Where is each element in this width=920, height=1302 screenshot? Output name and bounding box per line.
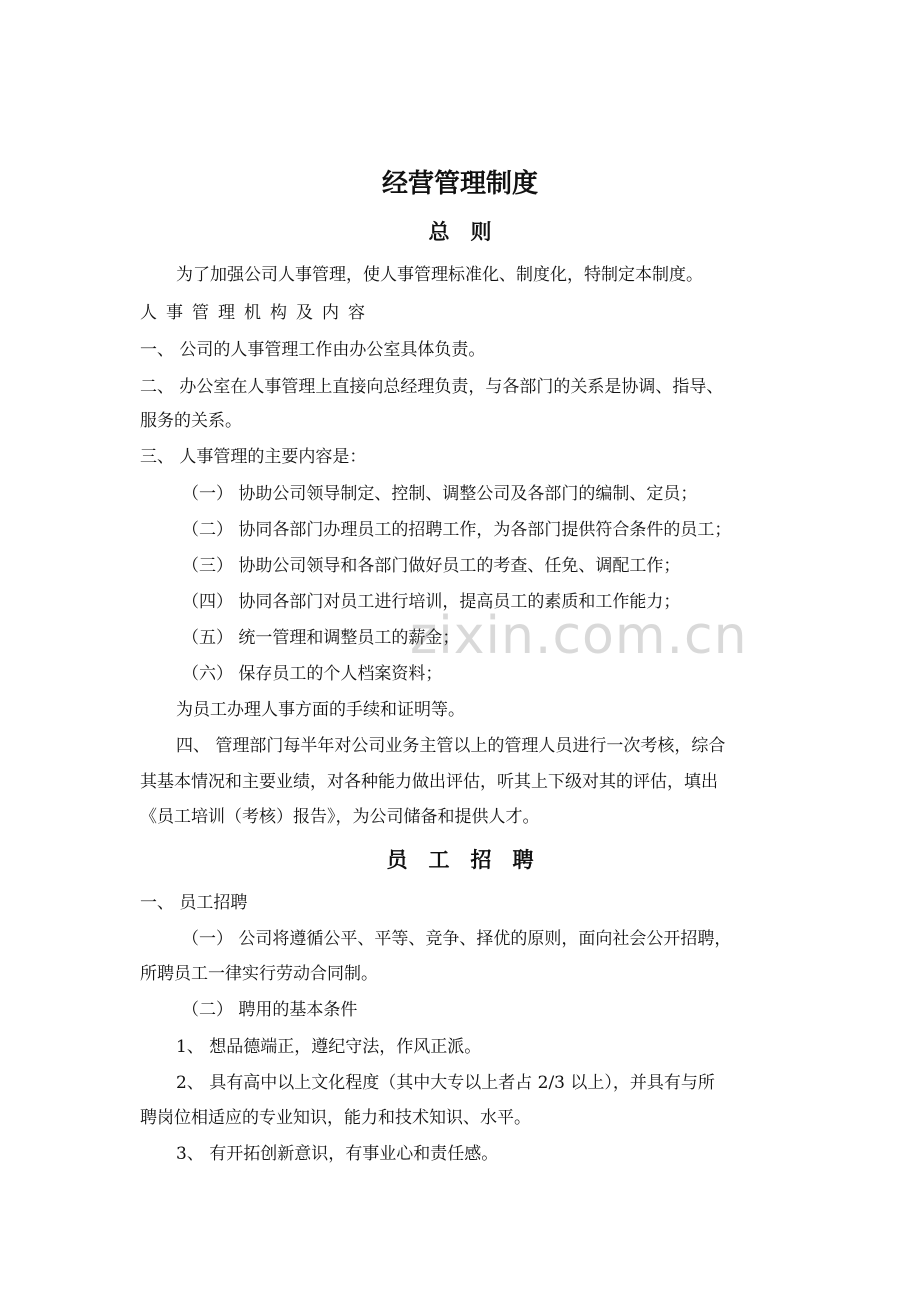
sub-list-item: （二） 聘用的基本条件 — [182, 1000, 358, 1020]
closing-line: 为员工办理人事方面的手续和证明等。 — [176, 700, 465, 720]
list-item: 三、 人事管理的主要内容是： — [140, 447, 367, 467]
watermark: zixin.com.cn — [410, 606, 748, 666]
sub-list-item: （二） 协同各部门办理员工的招聘工作，为各部门提供符合条件的员工； — [182, 520, 732, 540]
condition-item: 1、 想品德端正，遵纪守法，作风正派。 — [176, 1037, 482, 1057]
list-item-continuation: 其基本情况和主要业绩，对各种能力做出评估，听其上下级对其的评估，填出 — [140, 772, 718, 792]
list-item: 四、 管理部门每半年对公司业务主管以上的管理人员进行一次考核，综合 — [176, 736, 726, 756]
condition-item: 2、 具有高中以上文化程度（其中大专以上者占 2/3 以上），并具有与所 — [176, 1073, 715, 1093]
document-title: 经营管理制度 — [381, 169, 538, 199]
list-item: 一、 员工招聘 — [140, 893, 248, 913]
sub-list-item: （六） 保存员工的个人档案资料； — [182, 664, 443, 684]
list-item-continuation: 《员工培训（考核）报告》，为公司储备和提供人才。 — [140, 807, 540, 827]
intro-paragraph: 为了加强公司人事管理，使人事管理标准化、制度化，特制定本制度。 — [176, 265, 703, 285]
subheading-hr-structure: 人事管理机构及内容 — [140, 303, 374, 323]
condition-item-continuation: 聘岗位相适应的专业知识，能力和技术知识、水平。 — [140, 1108, 531, 1128]
sub-list-item: （三） 协助公司领导和各部门做好员工的考查、任免、调配工作； — [182, 556, 681, 576]
condition-item: 3、 有开拓创新意识，有事业心和责任感。 — [176, 1144, 499, 1164]
section-heading-general: 总 则 — [428, 220, 492, 244]
list-item-continuation: 服务的关系。 — [140, 411, 242, 431]
section-heading-recruitment: 员 工 招 聘 — [386, 848, 534, 872]
sub-list-item: （一） 协助公司领导制定、控制、调整公司及各部门的编制、定员； — [182, 484, 698, 504]
list-item: 一、 公司的人事管理工作由办公室具体负责。 — [140, 340, 486, 360]
sub-list-item: （四） 协同各部门对员工进行培训，提高员工的素质和工作能力； — [182, 592, 681, 612]
sub-list-item-continuation: 所聘员工一律实行劳动合同制。 — [140, 964, 378, 984]
list-item: 二、 办公室在人事管理上直接向总经理负责，与各部门的关系是协调、指导、 — [140, 377, 724, 397]
sub-list-item: （五） 统一管理和调整员工的薪金； — [182, 628, 460, 648]
sub-list-item: （一） 公司将遵循公平、平等、竞争、择优的原则，面向社会公开招聘， — [182, 929, 732, 949]
